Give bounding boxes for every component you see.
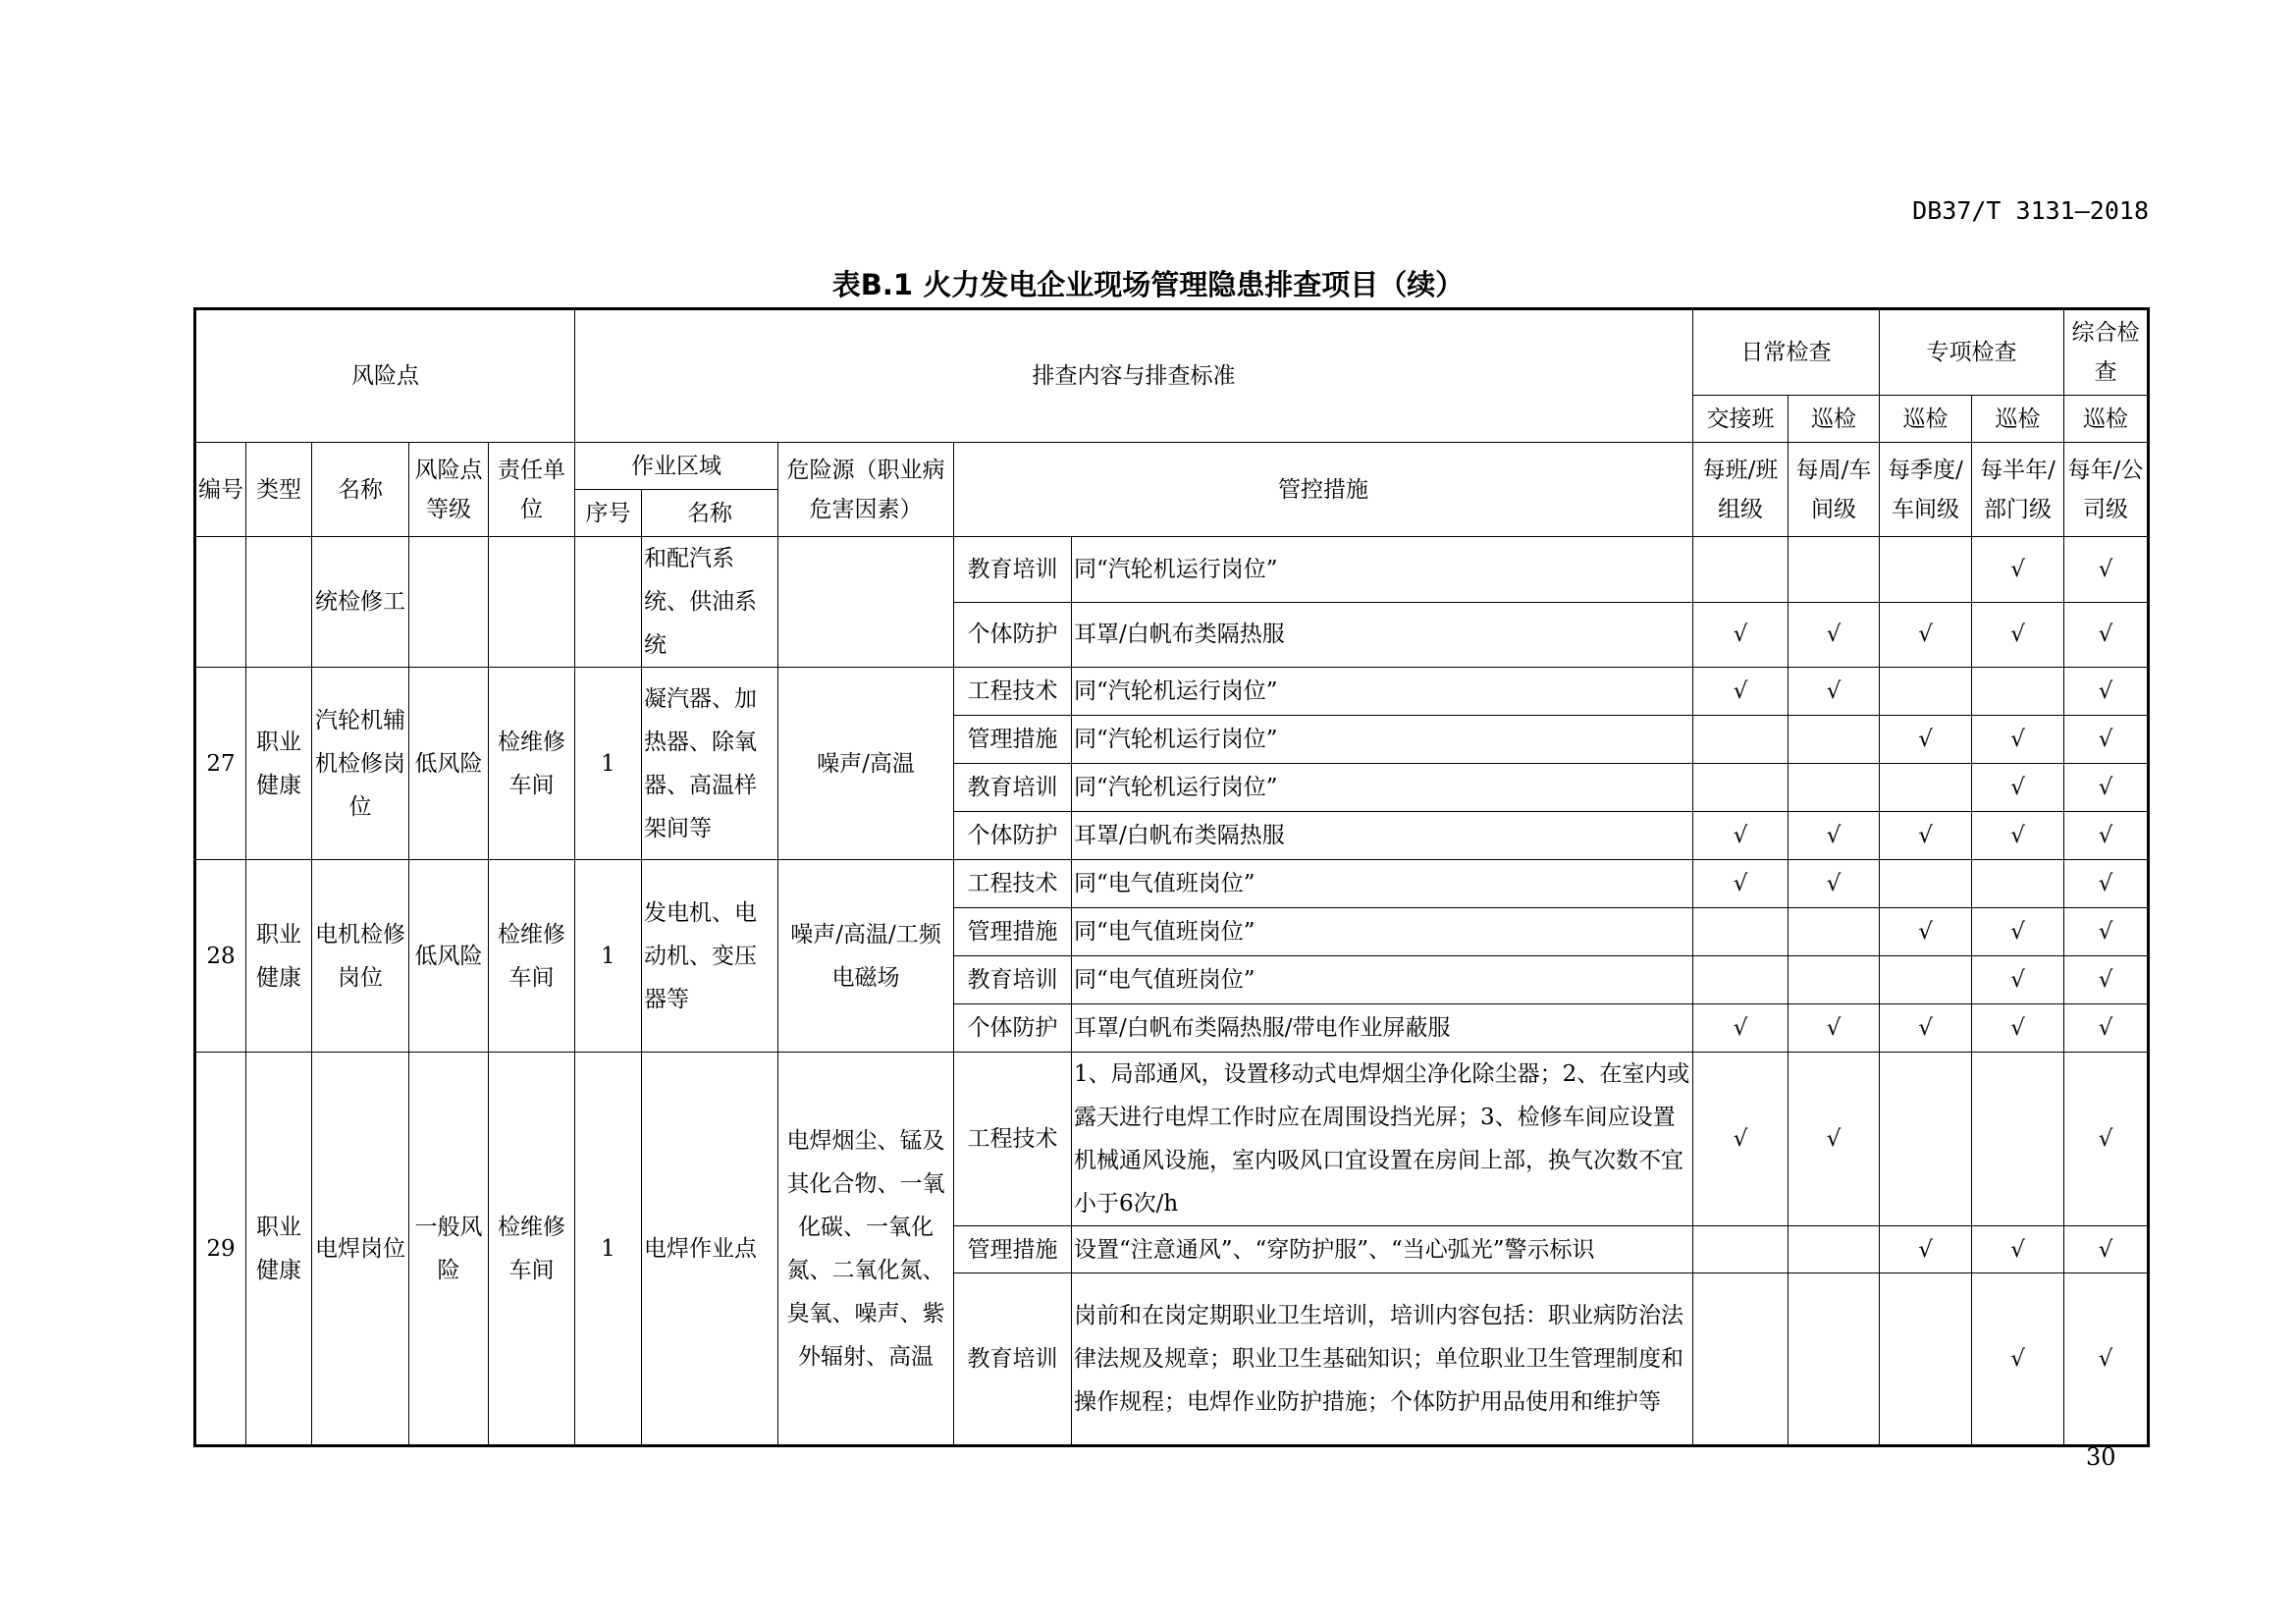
check-mark: √ [1693, 812, 1789, 860]
item-unit: 检维修车间 [489, 860, 575, 1053]
item-name: 汽轮机辅机检修岗位 [312, 668, 409, 860]
measure-text: 耳罩/白帆布类隔热服/带电作业屏蔽服 [1072, 1004, 1693, 1053]
check-mark: √ [1693, 1004, 1789, 1053]
check-mark: √ [1972, 764, 2064, 812]
check-mark: √ [1789, 1053, 1880, 1226]
check-mark: √ [1972, 602, 2064, 668]
measure-category: 工程技术 [954, 1053, 1072, 1226]
item-risk-level: 一般风险 [409, 1053, 489, 1446]
check-mark: √ [2064, 1053, 2149, 1226]
item-hazard: 电焊烟尘、锰及其化合物、一氧化碳、一氧化氮、二氧化氮、臭氧、噪声、紫外辐射、高温 [778, 1053, 954, 1446]
check-mark: √ [1972, 1273, 2064, 1446]
table-row [195, 1053, 2149, 1226]
measure-category: 教育培训 [954, 537, 1072, 603]
check-mark: √ [1789, 602, 1880, 668]
item-hazard: 噪声/高温/工频电磁场 [778, 860, 954, 1053]
measure-text: 同“电气值班岗位” [1072, 860, 1693, 908]
check-mark: √ [1972, 1226, 2064, 1273]
check-mark: √ [1789, 1004, 1880, 1053]
header-daily-check: 日常检查 [1693, 309, 1880, 396]
measure-category: 管理措施 [954, 716, 1072, 764]
table-row [195, 668, 2149, 716]
item-seq: 1 [575, 668, 642, 860]
header-content-standard: 排查内容与排查标准 [575, 309, 1693, 443]
check-mark: √ [2064, 537, 2149, 603]
header-special-check: 专项检查 [1880, 309, 2064, 396]
item-number: 29 [195, 1053, 246, 1446]
check-mark: √ [1972, 716, 2064, 764]
header-patrol: 巡检 [2064, 396, 2149, 443]
header-risk-level: 风险点等级 [409, 443, 489, 537]
check-mark: √ [2064, 1273, 2149, 1446]
check-mark: √ [2064, 668, 2149, 716]
check-mark: √ [1972, 908, 2064, 956]
check-mark: √ [1972, 956, 2064, 1004]
check-mark: √ [1789, 668, 1880, 716]
check-mark: √ [2064, 1226, 2149, 1273]
check-mark: √ [2064, 602, 2149, 668]
document-code: DB37/T 3131—2018 [1912, 196, 2149, 225]
check-mark: √ [1972, 537, 2064, 603]
header-freq-2: 每周/车间级 [1789, 443, 1880, 537]
measure-text: 同“汽轮机运行岗位” [1072, 716, 1693, 764]
header-patrol: 巡检 [1789, 396, 1880, 443]
measure-text: 1、局部通风，设置移动式电焊烟尘净化除尘器；2、在室内或露天进行电焊工作时应在周围设挡光屏；3、检修车间应设置机械通风设施，室内吸风口宜设置在房间上部，换气次数不宜小于6次/h [1072, 1053, 1693, 1226]
check-mark: √ [1789, 860, 1880, 908]
check-mark: √ [1972, 812, 2064, 860]
hazard-inspection-table [193, 307, 2150, 1447]
check-mark: √ [1880, 812, 1972, 860]
measure-category: 管理措施 [954, 1226, 1072, 1273]
item-seq: 1 [575, 860, 642, 1053]
item-name: 电机检修岗位 [312, 860, 409, 1053]
header-name: 名称 [312, 443, 409, 537]
item-area: 凝汽器、加热器、除氧器、高温样架间等 [642, 668, 778, 860]
measure-category: 个体防护 [954, 812, 1072, 860]
header-freq-5: 每年/公司级 [2064, 443, 2149, 537]
check-mark: √ [2064, 908, 2149, 956]
item-hazard: 噪声/高温 [778, 668, 954, 860]
measure-text: 同“汽轮机运行岗位” [1072, 764, 1693, 812]
check-mark: √ [1880, 716, 1972, 764]
page-number: 30 [2086, 1443, 2116, 1471]
header-freq-1: 每班/班组级 [1693, 443, 1789, 537]
measure-text: 同“电气值班岗位” [1072, 956, 1693, 1004]
check-mark: √ [2064, 1004, 2149, 1053]
measure-category: 教育培训 [954, 956, 1072, 1004]
check-mark: √ [2064, 956, 2149, 1004]
item-type: 职业健康 [246, 1053, 312, 1446]
item-risk-level: 低风险 [409, 668, 489, 860]
item-number: 28 [195, 860, 246, 1053]
check-mark: √ [2064, 716, 2149, 764]
measure-text: 耳罩/白帆布类隔热服 [1072, 602, 1693, 668]
item-risk-level: 低风险 [409, 860, 489, 1053]
continuation-area-name: 和配汽系统、供油系统 [642, 537, 778, 668]
header-area-name: 名称 [642, 490, 778, 537]
measure-text: 耳罩/白帆布类隔热服 [1072, 812, 1693, 860]
measure-text: 同“电气值班岗位” [1072, 908, 1693, 956]
check-mark: √ [1693, 668, 1789, 716]
check-mark: √ [1693, 1053, 1789, 1226]
header-hazard-source: 危险源（职业病危害因素） [778, 443, 954, 537]
check-mark: √ [1880, 1004, 1972, 1053]
measure-category: 工程技术 [954, 668, 1072, 716]
item-name: 电焊岗位 [312, 1053, 409, 1446]
table-title: 表B.1 火力发电企业现场管理隐患排查项目（续） [831, 268, 1465, 301]
header-responsible-unit: 责任单位 [489, 443, 575, 537]
header-risk-point: 风险点 [195, 309, 575, 443]
table-row [195, 537, 2149, 603]
header-type: 类型 [246, 443, 312, 537]
check-mark: √ [1880, 1226, 1972, 1273]
header-control-measures: 管控措施 [954, 443, 1693, 537]
item-number: 27 [195, 668, 246, 860]
check-mark: √ [1880, 908, 1972, 956]
measure-category: 教育培训 [954, 1273, 1072, 1446]
header-number: 编号 [195, 443, 246, 537]
header-patrol: 巡检 [1880, 396, 1972, 443]
item-unit: 检维修车间 [489, 1053, 575, 1446]
check-mark: √ [2064, 764, 2149, 812]
continuation-name: 统检修工 [312, 537, 409, 668]
header-shift-handover: 交接班 [1693, 396, 1789, 443]
check-mark: √ [1789, 812, 1880, 860]
check-mark: √ [1693, 602, 1789, 668]
measure-category: 个体防护 [954, 1004, 1072, 1053]
item-area: 电焊作业点 [642, 1053, 778, 1446]
header-patrol: 巡检 [1972, 396, 2064, 443]
check-mark: √ [1880, 602, 1972, 668]
item-seq: 1 [575, 1053, 642, 1446]
item-type: 职业健康 [246, 860, 312, 1053]
measure-category: 工程技术 [954, 860, 1072, 908]
measure-category: 个体防护 [954, 602, 1072, 668]
measure-text: 同“汽轮机运行岗位” [1072, 668, 1693, 716]
item-area: 发电机、电动机、变压器等 [642, 860, 778, 1053]
header-freq-3: 每季度/车间级 [1880, 443, 1972, 537]
check-mark: √ [1693, 860, 1789, 908]
header-freq-4: 每半年/部门级 [1972, 443, 2064, 537]
measure-text: 设置“注意通风”、“穿防护服”、“当心弧光”警示标识 [1072, 1226, 1693, 1273]
item-unit: 检维修车间 [489, 668, 575, 860]
check-mark: √ [2064, 812, 2149, 860]
measure-text: 岗前和在岗定期职业卫生培训，培训内容包括：职业病防治法律法规及规章；职业卫生基础知识；单位职业卫生管理制度和操作规程；电焊作业防护措施；个体防护用品使用和维护等 [1072, 1273, 1693, 1446]
header-work-area: 作业区域 [575, 443, 778, 490]
header-comprehensive-check: 综合检查 [2064, 309, 2149, 396]
measure-text: 同“汽轮机运行岗位” [1072, 537, 1693, 603]
check-mark: √ [2064, 860, 2149, 908]
check-mark: √ [1972, 1004, 2064, 1053]
measure-category: 教育培训 [954, 764, 1072, 812]
table-row [195, 860, 2149, 908]
measure-category: 管理措施 [954, 908, 1072, 956]
header-seq: 序号 [575, 490, 642, 537]
item-type: 职业健康 [246, 668, 312, 860]
